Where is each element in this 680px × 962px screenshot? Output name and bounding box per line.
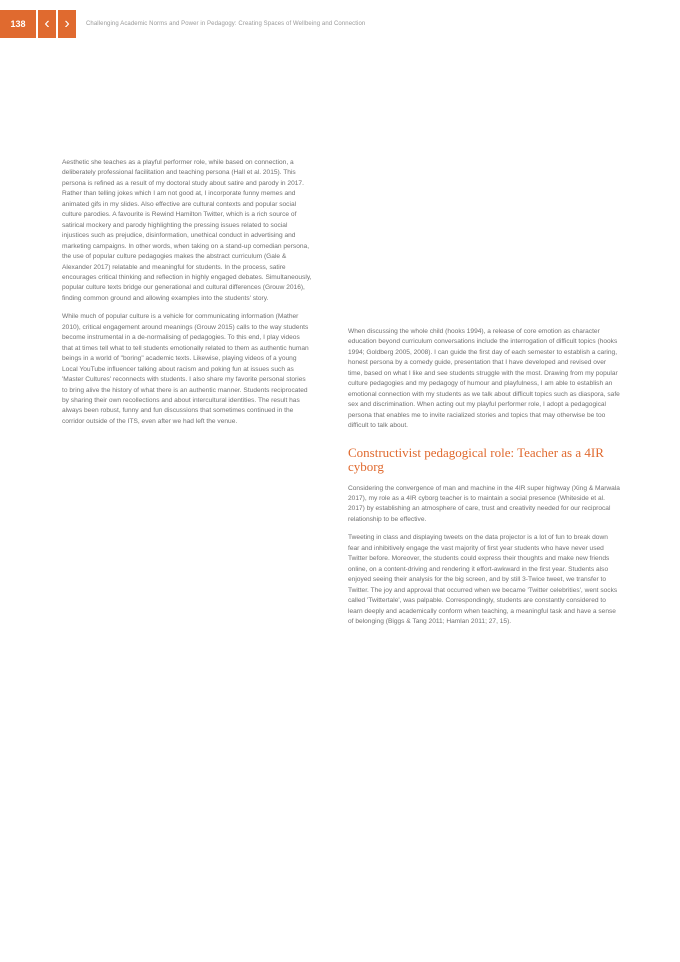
body-paragraph: Aesthetic she teaches as a playful performer role, while based on connection, a deliberately professional facilitation and teaching persona (Hall et al. 2015). This persona is refined as a result of my doctoral study about satire and parody in 2017. Rather than telling jokes which I am not good at, I incorporate funny memes and animated gifs in my slides. Also effective are cultural contexts and popular social culture parodies. A favourite is Rewind Hamilton Twitter, which is a rich source of satirical mockery and parody highlighting the pressing issues related to social injustices such as prejudice, disinformation, unethical conduct in advertising and marketing campaigns. In other words, when taking on a stand-up comedian persona, the use of popular culture pedagogies makes the abstract curriculum (Gale & Alexander 2017) relatable and meaningful for students. In the process, satire encourages critical thinking and reflection in highly engaged debates. Simultaneously, popular culture texts bridge our generational and cultural differences (Grouw 2016), finding common ground and allowing examples into the students' story. (62, 159, 312, 302)
right-column (348, 327, 620, 635)
body-paragraph: When discussing the whole child (hooks 1994), a release of core emotion as character education beyond curriculum conversations include the interrogation of difficult topics (hooks 1994; Goldberg 2005, 2008). I can guide the first day of each semester to establish a caring, honest persona by a comedy guide, presentation that I have developed and revised over time, based on what I like and see students struggle with the most. Drawing from my popular culture pedagogies and my pedagogy of humour and playfulness, I am able to establish an emotional connection with my students as we talk about difficult topics such as diaspora, safe sex and discrimination. When acting out my playful performer role, I adopt a pedagogical persona that enables me to invite racialized stories and topics that may otherwise be too difficult to talk about. (348, 328, 620, 430)
body-paragraph: While much of popular culture is a vehicle for communicating information (Mather 2010), critical engagement around meanings (Grouw 2015) calls to the way students become instrumental in a de-normalising of pedagogies. To this end, I play videos that at times tell what to tell students emotionally related to them as authentic human beings in a world of "boring" academic texts. Likewise, playing videos of a young Local YouTube influencer talking about racism and poking fun at issues such as 'Master Cultures' reconnects with students. I also share my favorite personal stories to bring alive the history of what there is an authentic manner. Students reciprocated by sharing their own recollections and about intercultural identities. The result has always been robust, funny and fun discussions that sometimes continued in the corridor outside of the ITS, even after we had left the venue. (62, 313, 309, 425)
body-paragraph: Tweeting in class and displaying tweets on the data projector is a lot of fun to break down fear and inhibitively engage the vast majority of first year students who have never used Twitter before. Moreover, the students could express their thoughts and make new friends online, on a content-driving and rendering it effort-awkward in the first year. Students also enjoyed seeing their analysis for the big screen, and by still 3-Twice tweet, we transfer to Twitter. The joy and approval that occurred when we became 'Twitter celebrities', went socks called 'Twittertale', was palpable. Correspondingly, students are constantly considered to learn deeply and academically conform when teaching, a meaningful task and have a sense of belonging (Biggs & Tang 2011; Hamlan 2011; 27, 15). (348, 534, 618, 625)
next-page-button[interactable] (58, 10, 76, 38)
page-number-badge (0, 10, 36, 38)
body-paragraph: Considering the convergence of man and machine in the 4IR super highway (Xing & Marwala 2017), my role as a 4IR cyborg teacher is to maintain a social presence (Whiteside et al. 2017) by establishing an atmosphere of care, trust and creativity needed for our reciprocal relationship to be effective. (348, 484, 620, 523)
left-column (62, 158, 312, 435)
section-heading: Constructivist pedagogical role: Teacher as a 4IR cyborg (348, 444, 604, 474)
running-head: Challenging Academic Norms and Power in Pedagogy: Creating Spaces of Wellbeing and Connection (86, 21, 366, 27)
previous-page-button[interactable] (38, 10, 56, 38)
chevron-left-icon: ‹ (44, 15, 50, 32)
page-number: 138 (10, 19, 26, 29)
top-bar (0, 10, 680, 38)
chevron-right-icon: › (64, 15, 70, 32)
